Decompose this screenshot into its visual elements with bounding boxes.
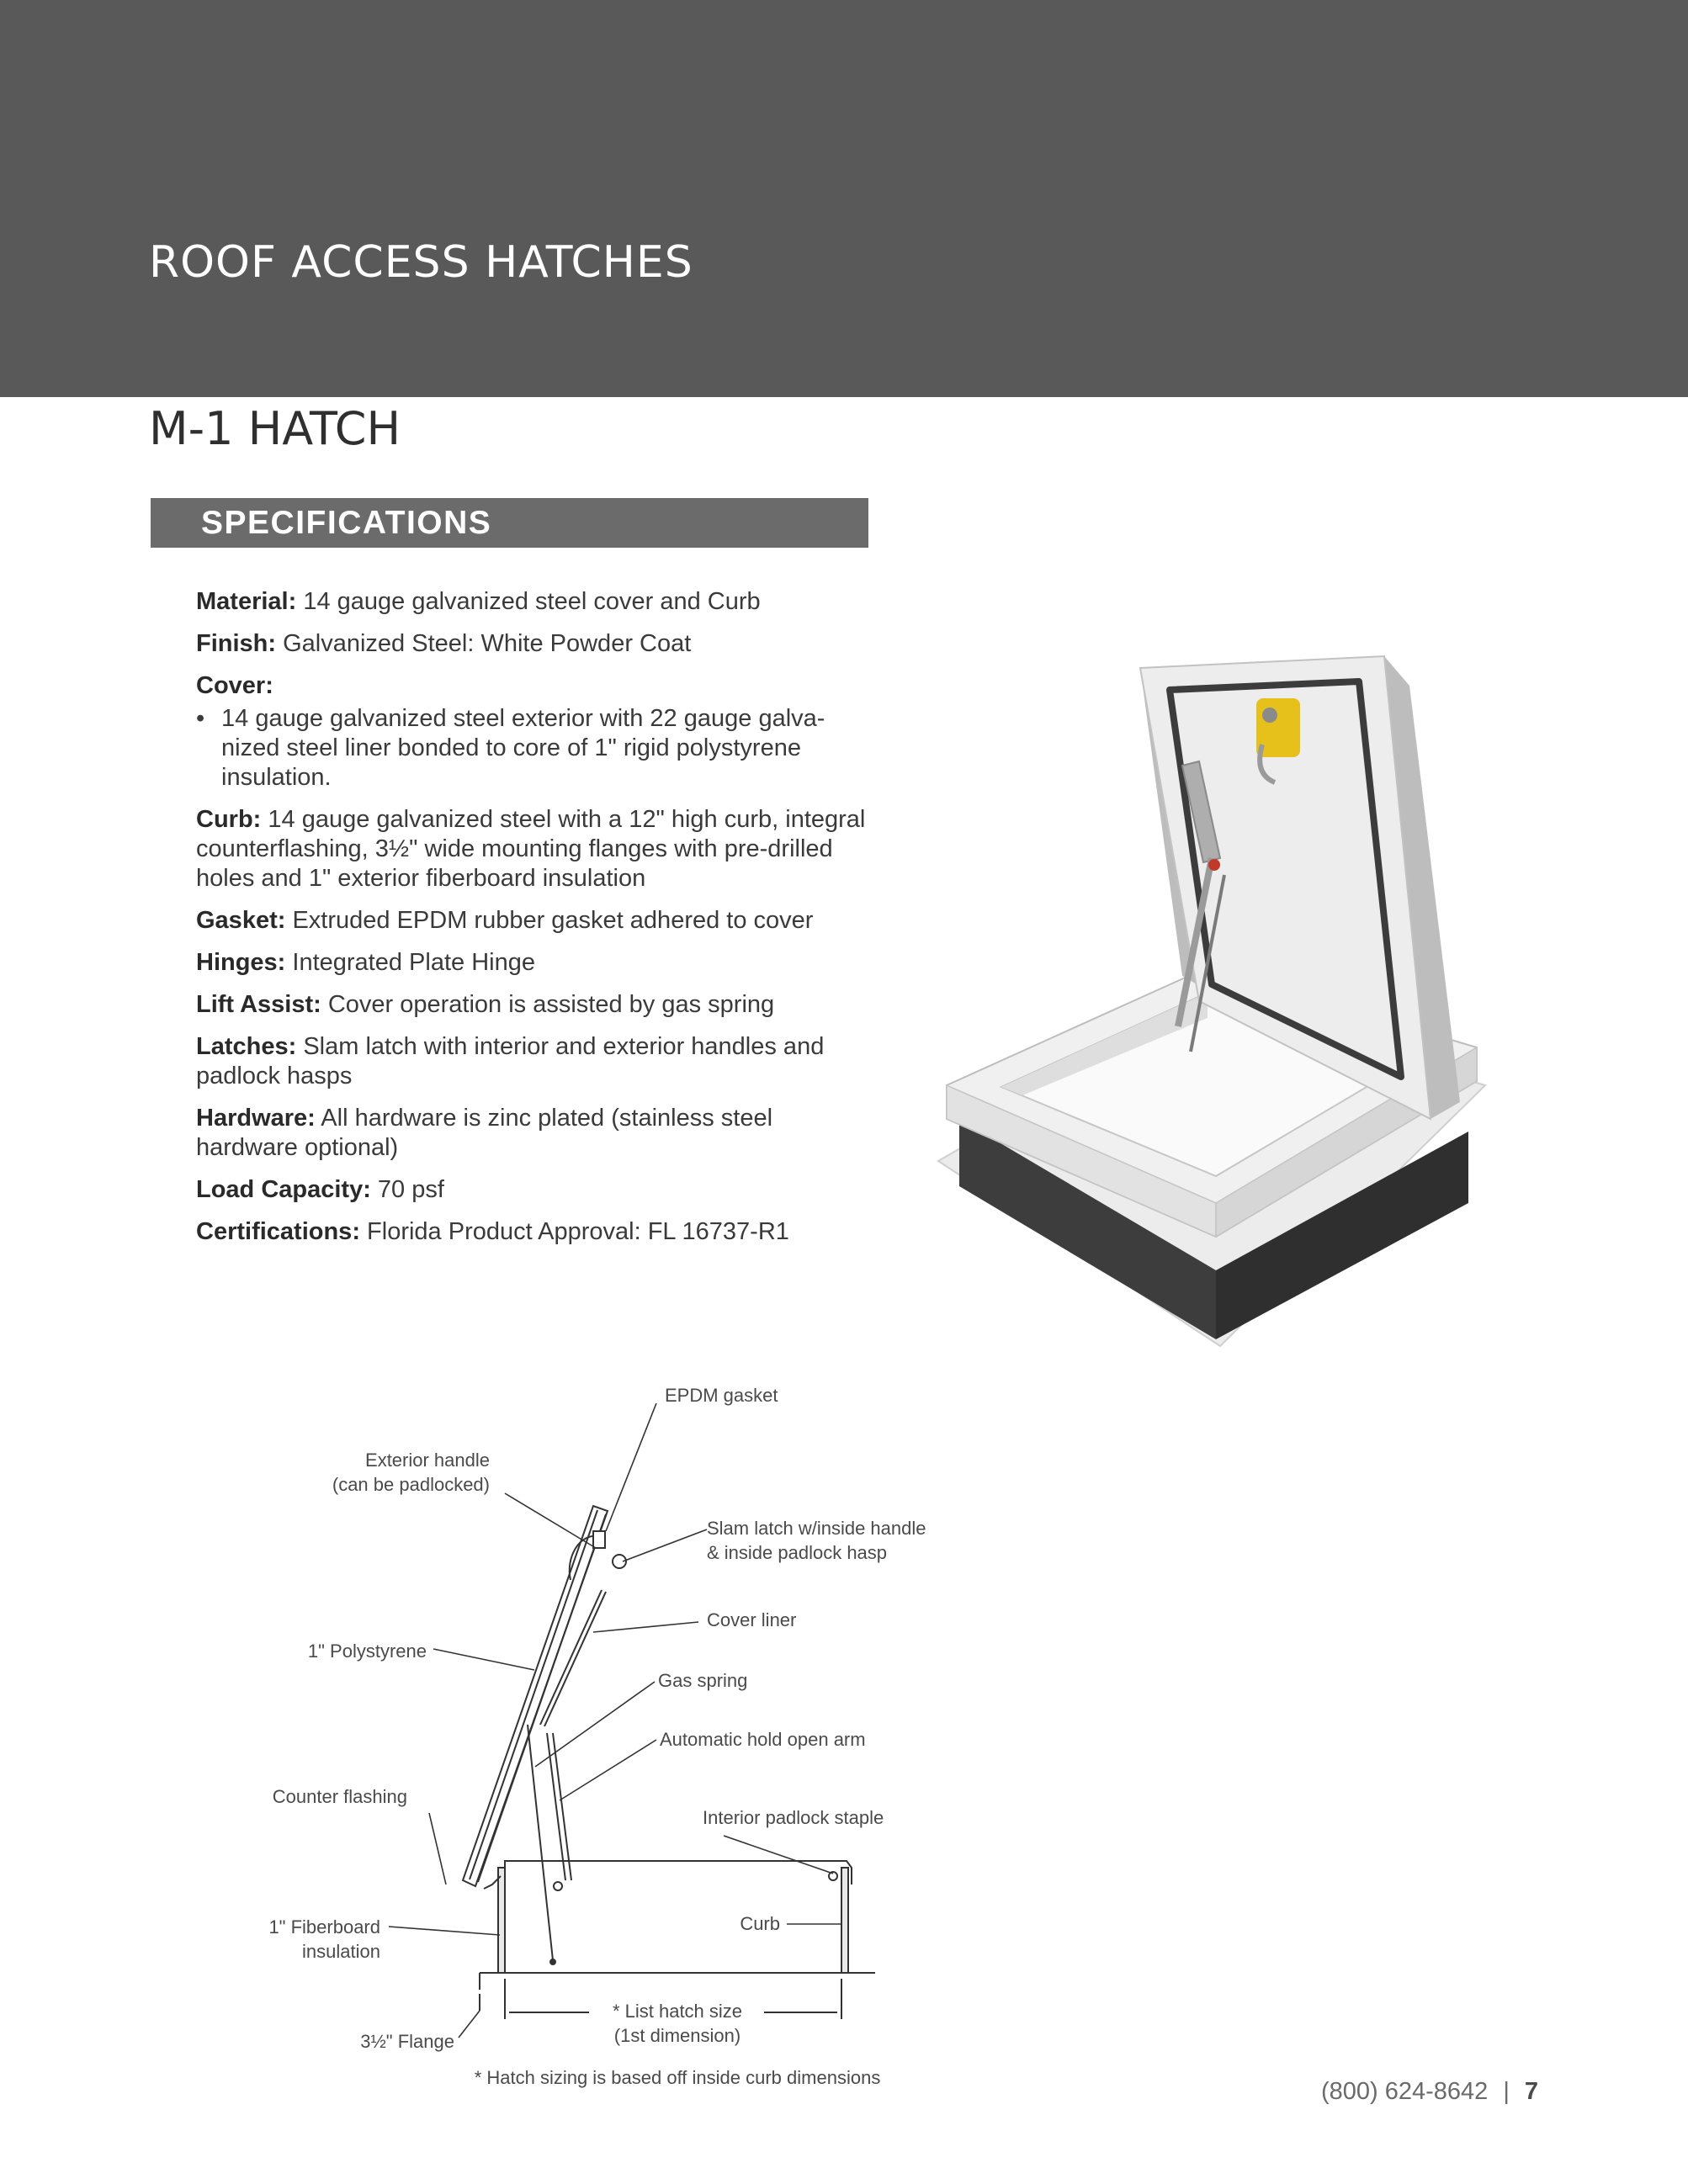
label-exterior-handle-note: (can be padlocked) <box>332 1474 490 1495</box>
label-epdm-gasket: EPDM gasket <box>665 1385 778 1406</box>
footer-separator: | <box>1503 2078 1510 2105</box>
spec-cover-bullet: • 14 gauge galvanized steel exterior with 22 gauge galva-nized steel liner bonded to core of 1" rigid polystyrene insulation. <box>196 705 825 791</box>
spec-lift-assist: Lift Assist: Cover operation is assisted by gas spring <box>196 991 775 1018</box>
spec-hinges: Hinges: Integrated Plate Hinge <box>196 949 535 976</box>
spec-hardware: Hardware: All hardware is zinc plated (stainless steel hardware optional) <box>196 1105 773 1161</box>
phone-number: (800) 624-8642 <box>1320 2078 1489 2105</box>
page-number: 7 <box>1524 2078 1538 2105</box>
section-diagram <box>252 1371 976 2095</box>
section-title: ROOF ACCESS HATCHES <box>149 237 693 288</box>
label-exterior-handle: Exterior handle <box>365 1450 490 1471</box>
label-curb: Curb <box>740 1913 780 1934</box>
product-title: M-1 HATCH <box>149 402 401 455</box>
label-cover-liner: Cover liner <box>707 1609 797 1630</box>
label-counter-flashing: Counter flashing <box>272 1786 407 1807</box>
label-gas-spring: Gas spring <box>658 1670 748 1691</box>
spec-load-capacity: Load Capacity: 70 psf <box>196 1176 444 1203</box>
spec-gasket: Gasket: Extruded EPDM rubber gasket adhered to cover <box>196 907 814 934</box>
spec-curb: Curb: 14 gauge galvanized steel with a 12" high curb, integral counterflashing, 3½" wide mounting flanges with pre-drilled holes and 1" exterior fiberboard insulation <box>196 806 866 892</box>
label-hold-open-arm: Automatic hold open arm <box>660 1729 866 1750</box>
spec-certifications: Certifications: Florida Product Approval: FL 16737-R1 <box>196 1218 789 1245</box>
bullet-icon: • <box>196 705 205 732</box>
label-polystyrene: 1" Polystyrene <box>307 1641 427 1662</box>
hatch-product-image <box>930 648 1536 1354</box>
spec-finish: Finish: Galvanized Steel: White Powder Coat <box>196 630 692 657</box>
spec-material: Material: 14 gauge galvanized steel cover and Curb <box>196 588 761 615</box>
label-fiberboard-insulation: insulation <box>302 1941 380 1962</box>
label-first-dimension: (1st dimension) <box>613 2025 741 2046</box>
label-padlock-staple: Interior padlock staple <box>703 1807 884 1828</box>
label-slam-latch: Slam latch w/inside handle <box>707 1518 926 1539</box>
label-list-hatch-size: * List hatch size <box>612 2001 743 2022</box>
header-banner <box>0 0 1688 397</box>
label-flange: 3½" Flange <box>360 2031 454 2052</box>
label-slam-latch-hasp: & inside padlock hasp <box>707 1542 888 1563</box>
specifications-list <box>196 587 869 1259</box>
spec-cover: Cover: • 14 gauge galvanized steel exterior with 22 gauge galva-nized steel liner bonded to core of 1" rigid polystyrene insulation. <box>196 671 869 792</box>
page-footer <box>1321 2078 1538 2106</box>
sizing-note: * Hatch sizing is based off inside curb dimensions <box>474 2067 881 2088</box>
label-fiberboard: 1" Fiberboard <box>268 1916 380 1938</box>
specifications-heading: SPECIFICATIONS <box>151 498 868 548</box>
spec-latches: Latches: Slam latch with interior and exterior handles and padlock hasps <box>196 1033 825 1089</box>
